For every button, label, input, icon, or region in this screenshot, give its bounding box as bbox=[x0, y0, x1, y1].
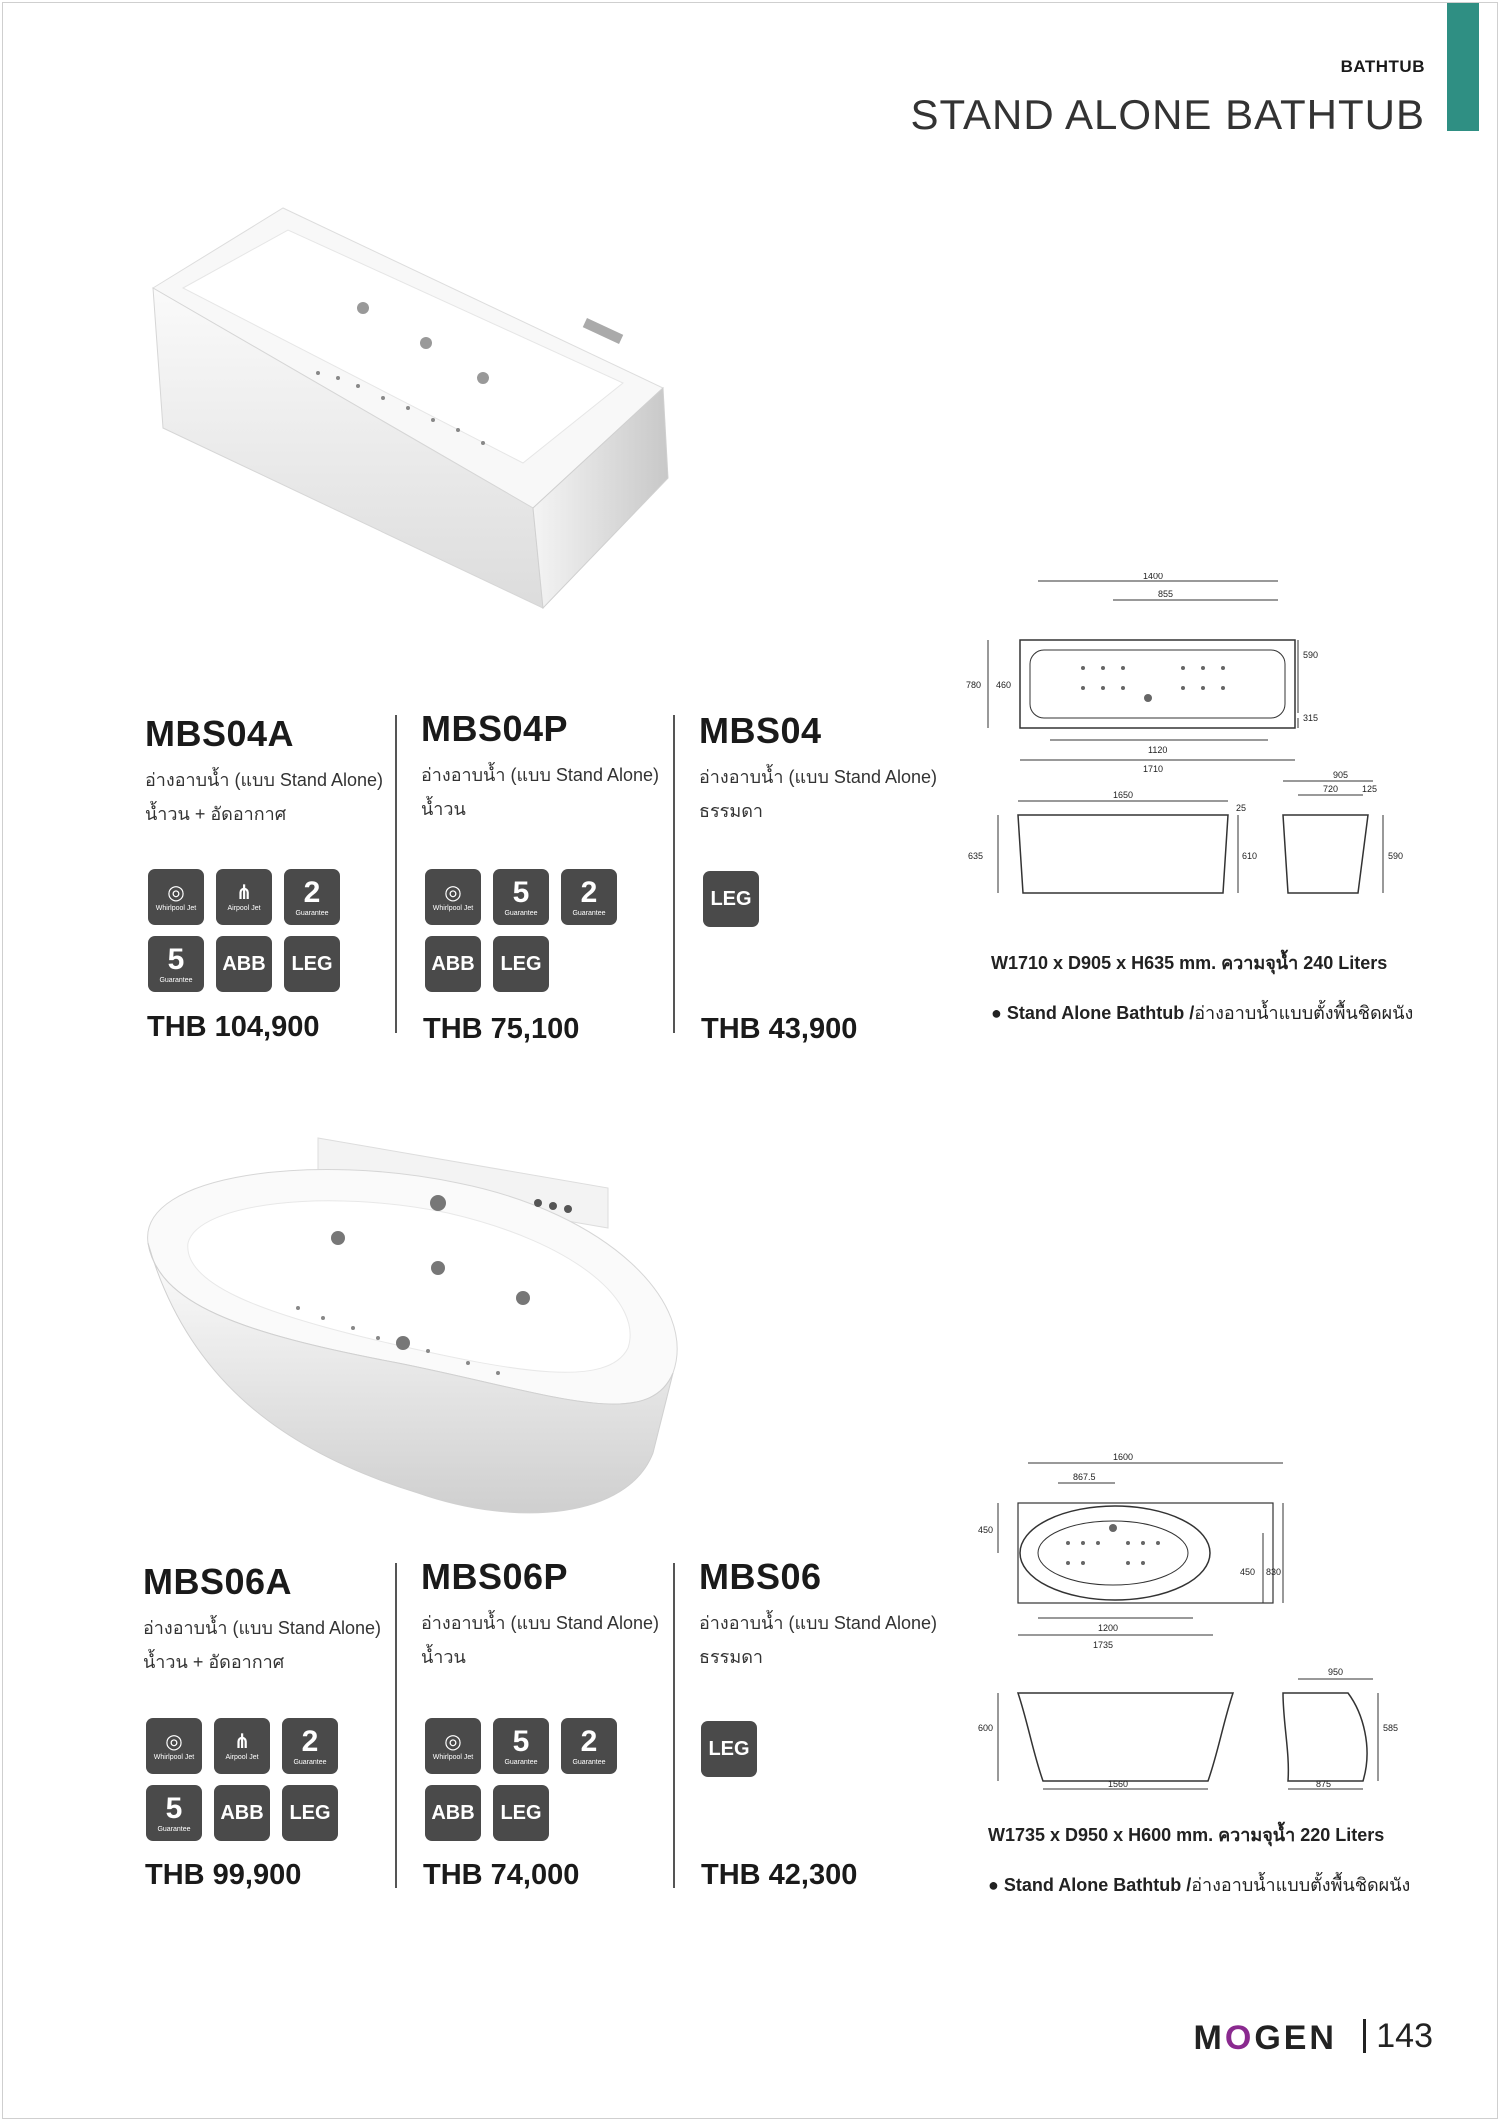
dim-label: 1400 bbox=[1143, 573, 1164, 581]
whirlpool-jet-icon: ◎ Whirlpool Jet bbox=[425, 869, 481, 925]
dim-label: 830 bbox=[1266, 1567, 1282, 1577]
abb-icon: ABB bbox=[214, 1785, 270, 1841]
dim-label: 635 bbox=[968, 851, 984, 861]
price-mbs04: THB 43,900 bbox=[701, 1013, 858, 1045]
divider bbox=[395, 715, 397, 1033]
model-card-mbs04 bbox=[699, 710, 949, 828]
desc-line1: อ่างอาบน้ำ (แบบ Stand Alone) bbox=[145, 770, 383, 790]
model-desc bbox=[145, 763, 395, 831]
five-year-guarantee-icon: 5 Guarantee bbox=[493, 869, 549, 925]
airpool-jet-icon: ⋔ Airpool Jet bbox=[214, 1718, 270, 1774]
desc-line1: อ่างอาบน้ำ (แบบ Stand Alone) bbox=[699, 1613, 937, 1633]
abb-icon: ABB bbox=[425, 1785, 481, 1841]
dim-label: 780 bbox=[966, 680, 982, 690]
dim-label: 460 bbox=[996, 680, 1012, 690]
leg-icon: LEG bbox=[703, 871, 759, 927]
divider bbox=[673, 1563, 675, 1888]
desc-line2: น้ำวน bbox=[421, 1647, 466, 1667]
dim-label: 1650 bbox=[1113, 790, 1134, 800]
desc-line1: อ่างอาบน้ำ (แบบ Stand Alone) bbox=[421, 1613, 659, 1633]
dim-label: 610 bbox=[1242, 851, 1258, 861]
desc-line2: ธรรมดา bbox=[699, 1647, 763, 1667]
dim-label: 1120 bbox=[1148, 745, 1168, 755]
dim-label: 590 bbox=[1388, 851, 1404, 861]
dim-label: 1200 bbox=[1098, 1623, 1119, 1633]
dim-label: 905 bbox=[1333, 770, 1349, 780]
whirlpool-jet-icon: ◎ Whirlpool Jet bbox=[425, 1718, 481, 1774]
type-note: ● Stand Alone Bathtub /อ่างอาบน้ำแบบตั้งพื้นชิดผนัง bbox=[991, 1003, 1414, 1023]
dim-label: 1560 bbox=[1108, 1779, 1129, 1789]
two-year-guarantee-icon: 2 Guarantee bbox=[561, 869, 617, 925]
whirlpool-jet-icon: ◎ Whirlpool Jet bbox=[146, 1718, 202, 1774]
model-name: MBS06A bbox=[143, 1561, 293, 1602]
divider bbox=[673, 715, 675, 1033]
five-year-guarantee-icon: 5 Guarantee bbox=[146, 1785, 202, 1841]
type-note: ● Stand Alone Bathtub /อ่างอาบน้ำแบบตั้งพื้นชิดผนัง bbox=[988, 1875, 1411, 1895]
model-card-mbs06a bbox=[143, 1561, 393, 1679]
model-desc bbox=[699, 1606, 949, 1674]
leg-icon: LEG bbox=[701, 1721, 757, 1777]
divider bbox=[395, 1563, 397, 1888]
category-label: BATHTUB bbox=[1340, 57, 1425, 76]
dim-label: 450 bbox=[978, 1525, 994, 1535]
two-year-guarantee-icon: 2 Guarantee bbox=[561, 1718, 617, 1774]
desc-line2: ธรรมดา bbox=[699, 801, 763, 821]
leg-icon: LEG bbox=[284, 936, 340, 992]
five-year-guarantee-icon: 5 Guarantee bbox=[493, 1718, 549, 1774]
leg-icon: LEG bbox=[493, 936, 549, 992]
abb-icon: ABB bbox=[216, 936, 272, 992]
leg-icon: LEG bbox=[493, 1785, 549, 1841]
price-mbs06: THB 42,300 bbox=[701, 1859, 858, 1891]
price-mbs06a: THB 99,900 bbox=[145, 1859, 302, 1891]
brand-logo: MOGEN bbox=[1193, 2019, 1337, 2057]
desc-line2: น้ำวน bbox=[421, 799, 466, 819]
desc-line2: น้ำวน + อัดอากาศ bbox=[143, 1652, 285, 1672]
desc-line2: น้ำวน + อัดอากาศ bbox=[145, 804, 287, 824]
airpool-jet-icon: ⋔ Airpool Jet bbox=[216, 869, 272, 925]
model-name: MBS04P bbox=[421, 708, 569, 749]
model-desc bbox=[421, 1606, 671, 1674]
dim-label: 875 bbox=[1316, 1779, 1332, 1789]
desc-line1: อ่างอาบน้ำ (แบบ Stand Alone) bbox=[143, 1618, 381, 1638]
dim-label: 315 bbox=[1303, 713, 1319, 723]
price-mbs04a: THB 104,900 bbox=[147, 1011, 320, 1043]
model-desc bbox=[699, 760, 949, 828]
abb-icon: ABB bbox=[425, 936, 481, 992]
model-card-mbs06 bbox=[699, 1556, 949, 1674]
whirlpool-jet-icon: ◎ Whirlpool Jet bbox=[148, 869, 204, 925]
bathtub-photo-mbs04 bbox=[143, 198, 673, 618]
two-year-guarantee-icon: 2 Guarantee bbox=[284, 869, 340, 925]
model-name: MBS06P bbox=[421, 1556, 569, 1597]
model-card-mbs04p bbox=[421, 708, 671, 826]
bathtub-photo-mbs06 bbox=[138, 1133, 688, 1523]
model-desc bbox=[143, 1611, 393, 1679]
model-name: MBS04A bbox=[145, 713, 295, 754]
dim-label: 125 bbox=[1362, 784, 1378, 794]
dim-label: 450 bbox=[1240, 1567, 1256, 1577]
catalog-page bbox=[2, 2, 1498, 2119]
dim-label: 600 bbox=[978, 1723, 994, 1733]
dim-label: 1600 bbox=[1113, 1453, 1134, 1462]
dim-label: 1710 bbox=[1143, 764, 1164, 774]
spec-line: W1710 x D905 x H635 mm. ความจุน้ำ 240 Liters bbox=[991, 953, 1388, 973]
desc-line1: อ่างอาบน้ำ (แบบ Stand Alone) bbox=[421, 765, 659, 785]
model-card-mbs04a bbox=[145, 713, 395, 831]
dim-label: 720 bbox=[1323, 784, 1339, 794]
dim-label: 590 bbox=[1303, 650, 1319, 660]
dim-label: 25 bbox=[1236, 803, 1247, 813]
two-year-guarantee-icon: 2 Guarantee bbox=[282, 1718, 338, 1774]
five-year-guarantee-icon: 5 Guarantee bbox=[148, 936, 204, 992]
model-desc bbox=[421, 758, 671, 826]
section-tab bbox=[1447, 3, 1479, 131]
page-number: 143 bbox=[1363, 2019, 1433, 2053]
page-title: STAND ALONE BATHTUB bbox=[910, 91, 1425, 138]
technical-drawing-mbs04 bbox=[958, 573, 1438, 913]
dim-label: 855 bbox=[1158, 589, 1174, 599]
dim-label: 950 bbox=[1328, 1667, 1344, 1677]
technical-drawing-mbs06 bbox=[978, 1453, 1438, 1793]
leg-icon: LEG bbox=[282, 1785, 338, 1841]
desc-line1: อ่างอาบน้ำ (แบบ Stand Alone) bbox=[699, 767, 937, 787]
spec-line: W1735 x D950 x H600 mm. ความจุน้ำ 220 Liters bbox=[988, 1825, 1385, 1845]
price-mbs04p: THB 75,100 bbox=[423, 1013, 580, 1045]
price-mbs06p: THB 74,000 bbox=[423, 1859, 580, 1891]
dim-label: 585 bbox=[1383, 1723, 1399, 1733]
model-name: MBS06 bbox=[699, 1556, 822, 1597]
model-name: MBS04 bbox=[699, 710, 822, 751]
model-card-mbs06p bbox=[421, 1556, 671, 1674]
dim-label: 1735 bbox=[1093, 1640, 1114, 1650]
dim-label: 867.5 bbox=[1073, 1472, 1096, 1482]
